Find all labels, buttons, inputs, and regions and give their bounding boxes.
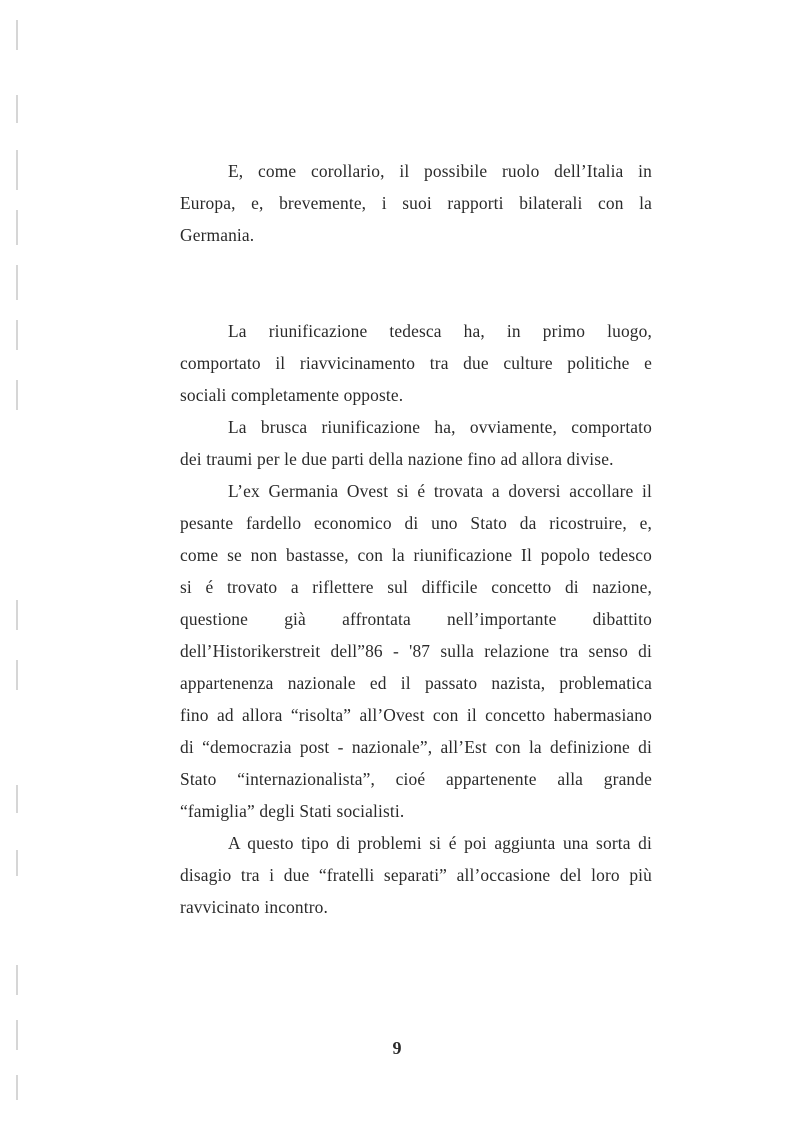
text-line: Europa, e, brevemente, i suoi rapporti bilaterali con la (180, 193, 652, 213)
paragraph-germania-ovest (180, 475, 652, 827)
binding-edge-mark (16, 20, 18, 50)
page-number: 9 (392, 1038, 402, 1058)
binding-edge-mark (16, 210, 18, 245)
binding-edge-mark (16, 600, 18, 630)
text-line: Stato “internazionalista”, cioé appartenente alla grande (180, 769, 652, 789)
text-line: pesante fardello economico di uno Stato da ricostruire, e, (180, 513, 652, 533)
text-line: disagio tra i due “fratelli separati” all’occasione del loro più (180, 865, 652, 885)
paragraph-traumi (180, 411, 652, 475)
binding-edge-mark (16, 265, 18, 300)
text-line: A questo tipo di problemi si é poi aggiunta una sorta di (228, 833, 652, 853)
text-line: “famiglia” degli Stati socialisti. (180, 801, 405, 821)
binding-edge-mark (16, 150, 18, 190)
text-line: L’ex Germania Ovest si é trovata a doversi accollare il (228, 481, 652, 501)
paragraph-disagio (180, 827, 652, 923)
text-line: comportato il riavvicinamento tra due culture politiche e (180, 353, 652, 373)
text-line: come se non bastasse, con la riunificazione Il popolo tedesco (180, 545, 652, 565)
text-line: si é trovato a riflettere sul difficile concetto di nazione, (180, 577, 652, 597)
text-line: Germania. (180, 225, 255, 245)
binding-edge-mark (16, 1075, 18, 1100)
binding-edge-mark (16, 95, 18, 123)
binding-edge-mark (16, 320, 18, 350)
binding-edge-mark (16, 380, 18, 410)
binding-edge-mark (16, 785, 18, 813)
text-line: ravvicinato incontro. (180, 897, 329, 917)
binding-edge-mark (16, 850, 18, 876)
text-line: appartenenza nazionale ed il passato nazista, problematica (180, 673, 652, 693)
text-line: questione già affrontata nell’importante dibattito (180, 609, 652, 629)
paragraph-intro (180, 155, 652, 251)
text-line: fino ad allora “risolta” all’Ovest con il concetto habermasiano (180, 705, 652, 725)
text-line: dei traumi per le due parti della nazione fino ad allora divise. (180, 449, 614, 469)
text-line: La riunificazione tedesca ha, in primo luogo, (228, 321, 652, 341)
text-line: sociali completamente opposte. (180, 385, 404, 405)
binding-edge-mark (16, 965, 18, 995)
binding-edge-mark (16, 660, 18, 690)
text-line: La brusca riunificazione ha, ovviamente, comportato (228, 417, 652, 437)
text-line: E, come corollario, il possibile ruolo dell’Italia in (228, 161, 652, 181)
text-line: dell’Historikerstreit dell”86 - '87 sulla relazione tra senso di (180, 641, 652, 661)
paragraph-riunificazione (180, 315, 652, 411)
text-line: di “democrazia post - nazionale”, all’Est con la definizione di (180, 737, 652, 757)
